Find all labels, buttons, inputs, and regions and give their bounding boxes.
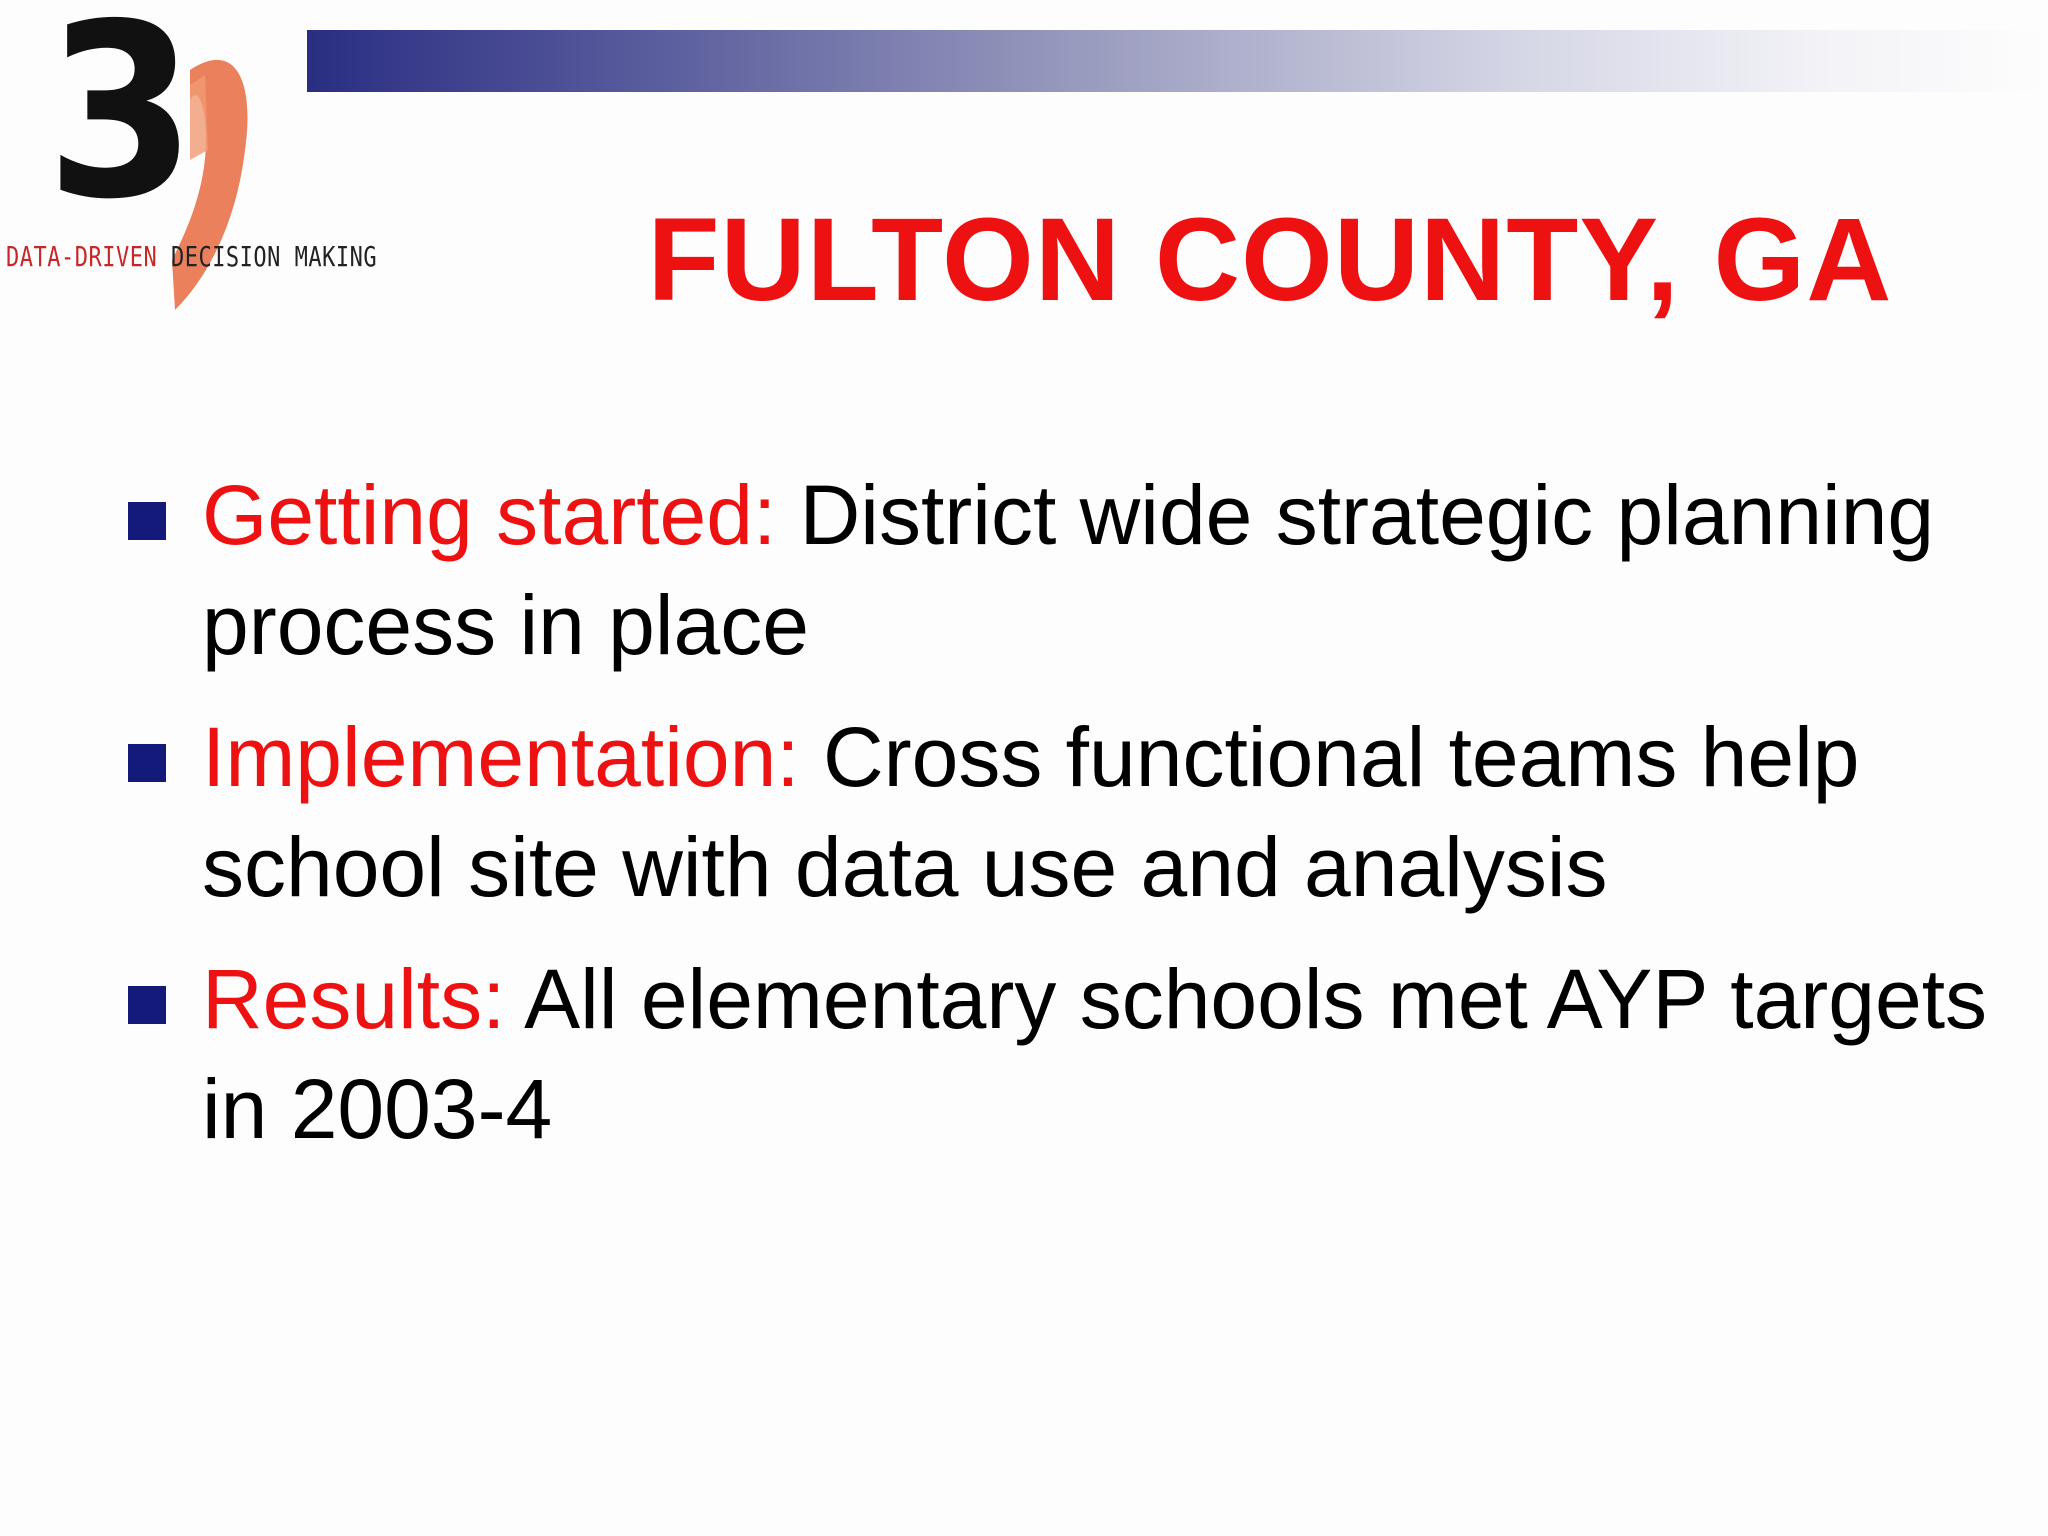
slide-title: FULTON COUNTY, GA — [647, 194, 1893, 326]
logo-numeral: 3 — [46, 0, 196, 252]
bullet-item-implementation — [128, 702, 2008, 922]
bullet-lead: Results: — [202, 952, 525, 1046]
square-bullet-icon — [128, 744, 166, 782]
bullet-item-getting-started — [128, 460, 2008, 680]
bullet-lead: Implementation: — [202, 710, 823, 804]
logo-caption-part2: DECISION MAKING — [170, 242, 378, 274]
bullet-lead: Getting started: — [202, 468, 800, 562]
bullet-text: District wide strategic planning process in place — [202, 468, 1935, 672]
square-bullet-icon — [128, 986, 166, 1024]
bullet-list — [128, 460, 2008, 1186]
square-bullet-icon — [128, 502, 166, 540]
logo-caption — [6, 242, 377, 273]
bullet-text: All elementary schools met AYP targets in 2003-4 — [202, 952, 1988, 1156]
bullet-text: Cross functional teams help school site with data use and analysis — [202, 710, 1860, 914]
logo — [0, 0, 378, 320]
bullet-item-results — [128, 944, 2008, 1164]
logo-caption-part1: DATA-DRIVEN — [6, 242, 158, 274]
header-gradient-bar — [307, 30, 2048, 92]
